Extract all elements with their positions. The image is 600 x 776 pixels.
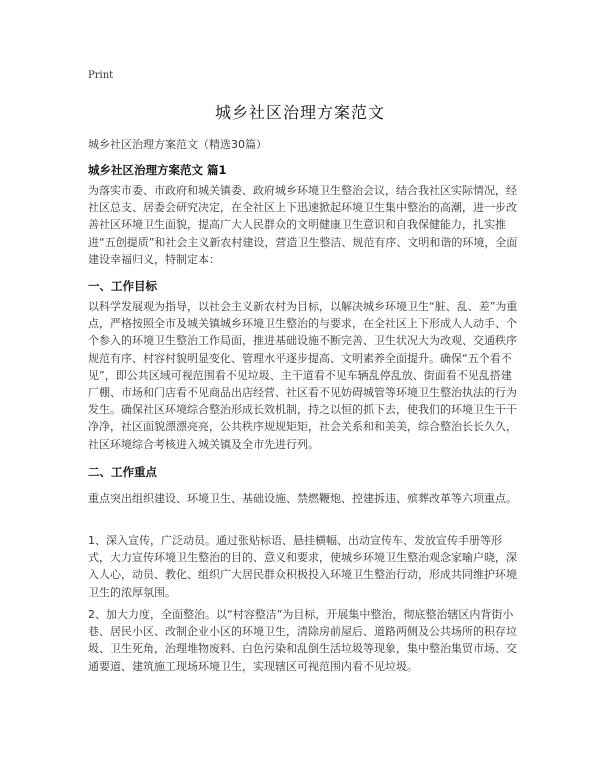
list-item-publicity: 1、深入宣传，广泛动员。通过张贴标语、悬挂横幅、出动宣传车、发放宣传手册等形式，大力宣传环境卫生整治的目的、意义和要求，使城乡环境卫生整治观念家喻户晓，深入人心，动员、教化、组织广大居民群众积极投入环境卫生整治行动，形成共同维护环境卫生的浓厚氛围。 bbox=[88, 534, 517, 599]
page-title: 城乡社区治理方案范文 bbox=[214, 103, 385, 122]
heading-work-focus: 二、工作重点 bbox=[88, 465, 157, 479]
document-subtitle: 城乡社区治理方案范文（精选30篇） bbox=[88, 138, 267, 151]
print-link[interactable]: Print bbox=[88, 70, 114, 81]
section-heading: 城乡社区治理方案范文 篇1 bbox=[88, 163, 227, 177]
focus-paragraph: 重点突出组织建设、环境卫生、基础设施、禁燃鞭炮、控建拆违、殡葬改革等六项重点。 bbox=[88, 492, 517, 505]
heading-work-goal: 一、工作目标 bbox=[88, 279, 157, 293]
intro-paragraph: 为落实市委、市政府和城关镇委、政府城乡环境卫生整治会议，结合我社区实际情况，经社区总支、居委会研究决定，在全社区上下迅速掀起环境卫生集中整治的高潮，进一步改善社区环境卫生面貌，提高广大人民群众的文明健康卫生意识和自我保健能力，扎实推进“五创提质”和社会主义新农村建设，营造卫生整洁、规范有序、文明和谐的环境，全面建设幸福归义，特制定本： bbox=[88, 184, 518, 266]
goal-paragraph: 以科学发展观为指导，以社会主义新农村为目标，以解决城乡环境卫生“脏、乱、差”为重点，严格按照全市及城关镇城乡环境卫生整治的与要求，在全社区上下形成人人动手、个个参入的环境卫生整治工作局面，推进基础设施不断完善、卫生状况大为改观、交通秩序规范有序、村容村貌明显变化、管理水平逐步提高、文明素养全面提升。确保“五个看不见”，即公共区域可视范围看不见垃圾、主干道看不见车辆乱停乱放、街面看不见乱搭建厂棚、市场和门店看不见商品出店经营、社区看不见妨碍城管等环境卫生整治执法的行为发生。确保社区环境综合整治形成长效机制，持之以恒的抓下去，使我们的环境卫生干干净净，社区面貌漂漂亮亮，公共秩序规规矩矩，社会关系和和美美，综合整治长长久久，社区环境综合考核进入城关镇及全市先进行列。 bbox=[88, 300, 518, 451]
list-item-rectification: 2、加大力度，全面整治。以“村容整洁”为目标，开展集中整治，彻底整治辖区内背街小巷、居民小区、改制企业小区的环境卫生，清除房前屋后、道路两侧及公共场所的积存垃圾、卫生死角，治理堆物废料、白色污染和乱倒生活垃圾等现象，集中整治集贸市场、交通要道、建筑施工现场环境卫生，实现辖区可视范围内看不见垃圾。 bbox=[88, 608, 517, 673]
